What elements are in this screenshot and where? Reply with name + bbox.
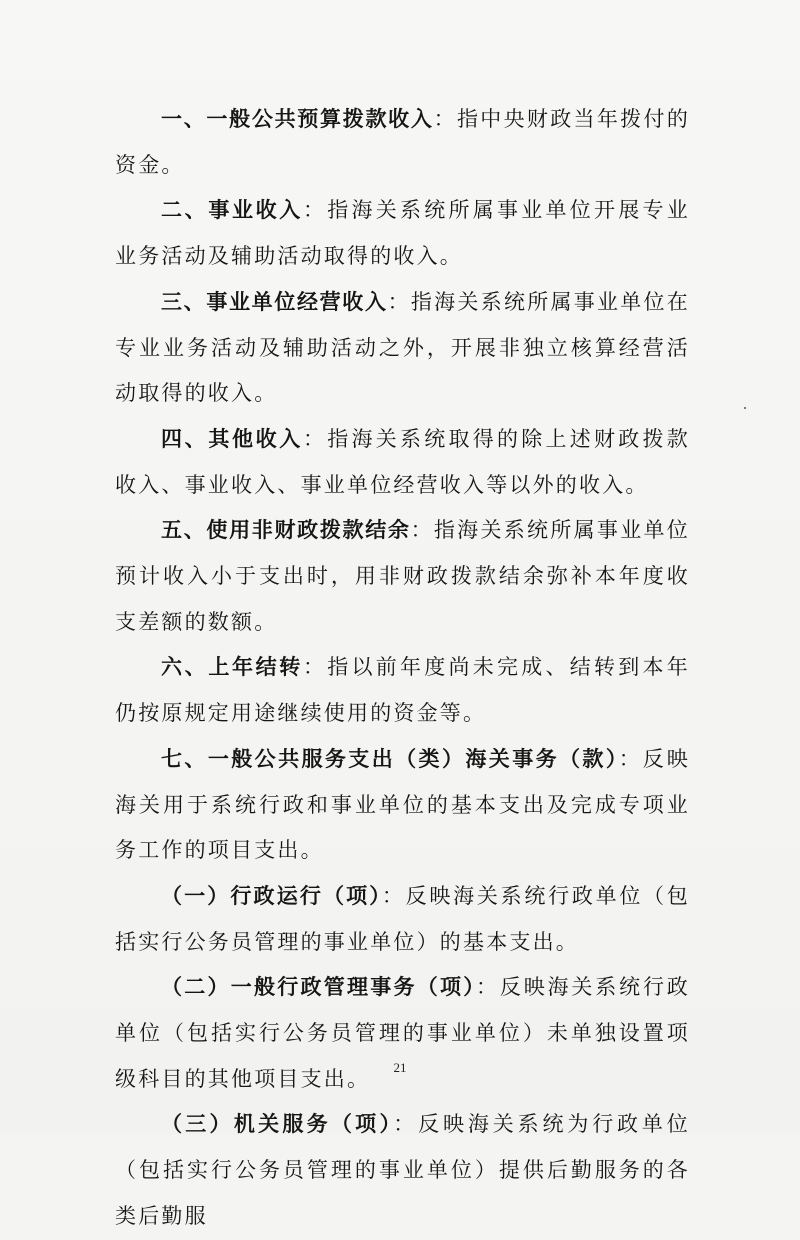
term-separator: ： [476,975,500,1000]
scan-speck [744,407,746,409]
term-definition: 指海关系统所属事业单位预计收入小于支出时，用非财政拨款结余弥补本年度收支差额的数额。 [115,518,690,634]
term-heading: 五、使用非财政拨款结余 [161,518,411,543]
term-heading: 四、其他收入 [161,426,303,451]
term-definition: 指海关系统取得的除上述财政拨款收入、事业收入、事业单位经营收入等以外的收入。 [115,426,691,497]
term-separator: ： [302,426,328,451]
term-definition: 反映海关系统为行政单位（包括实行公务员管理的事业单位）提供后勤服务的各类后勤服 [115,1112,691,1228]
paragraph-administrative-operation [115,874,690,965]
paragraph-customs-affairs [115,737,690,874]
term-heading: 一、一般公共预算拨款收入 [161,107,434,131]
term-separator: ： [302,198,328,223]
paragraph-agency-services [115,1102,690,1239]
paragraph-general-budget-income [115,97,690,188]
page-number: 21 [393,1060,407,1075]
paragraph-business-income [115,188,690,279]
term-definition: 反映海关系统行政单位（包括实行公务员管理的事业单位）的基本支出。 [115,883,691,954]
term-heading: （三）机关服务（项） [161,1112,394,1137]
term-definition: 指海关系统所属事业单位在专业业务活动及辅助活动之外，开展非独立核算经营活动取得的收入。 [115,289,691,406]
term-heading: 三、事业单位经营收入 [161,289,388,314]
term-heading: 二、事业收入 [161,198,303,223]
term-separator: ： [302,655,328,680]
term-separator: ： [387,289,411,314]
paragraph-carryover [115,645,690,736]
term-heading: （二）一般行政管理事务（项） [161,975,476,1000]
term-definition: 指中央财政当年拨付的资金。 [115,107,691,177]
term-heading: 七、一般公共服务支出（类）海关事务（款） [161,746,619,771]
term-separator: ： [381,883,406,908]
term-heading: 六、上年结转 [161,655,303,680]
paragraph-general-administration [115,965,690,1102]
term-separator: ： [393,1112,419,1137]
term-separator: ： [618,746,643,771]
term-definition: 反映海关系统行政单位（包括实行公务员管理的事业单位）未单独设置项级科目的其他项目支出。 [115,975,691,1091]
paragraph-operating-income [115,280,690,417]
term-separator: ： [433,107,457,131]
term-definition: 指以前年度尚未完成、结转到本年仍按原规定用途继续使用的资金等。 [115,655,691,726]
paragraph-other-income [115,417,690,508]
term-definition: 指海关系统所属事业单位开展专业业务活动及辅助活动取得的收入。 [115,198,691,269]
paragraph-non-fiscal-balance [115,508,690,645]
term-definition: 反映海关用于系统行政和事业单位的基本支出及完成专项业务工作的项目支出。 [115,746,690,863]
term-separator: ： [410,518,434,543]
term-heading: （一）行政运行（项） [161,883,382,908]
